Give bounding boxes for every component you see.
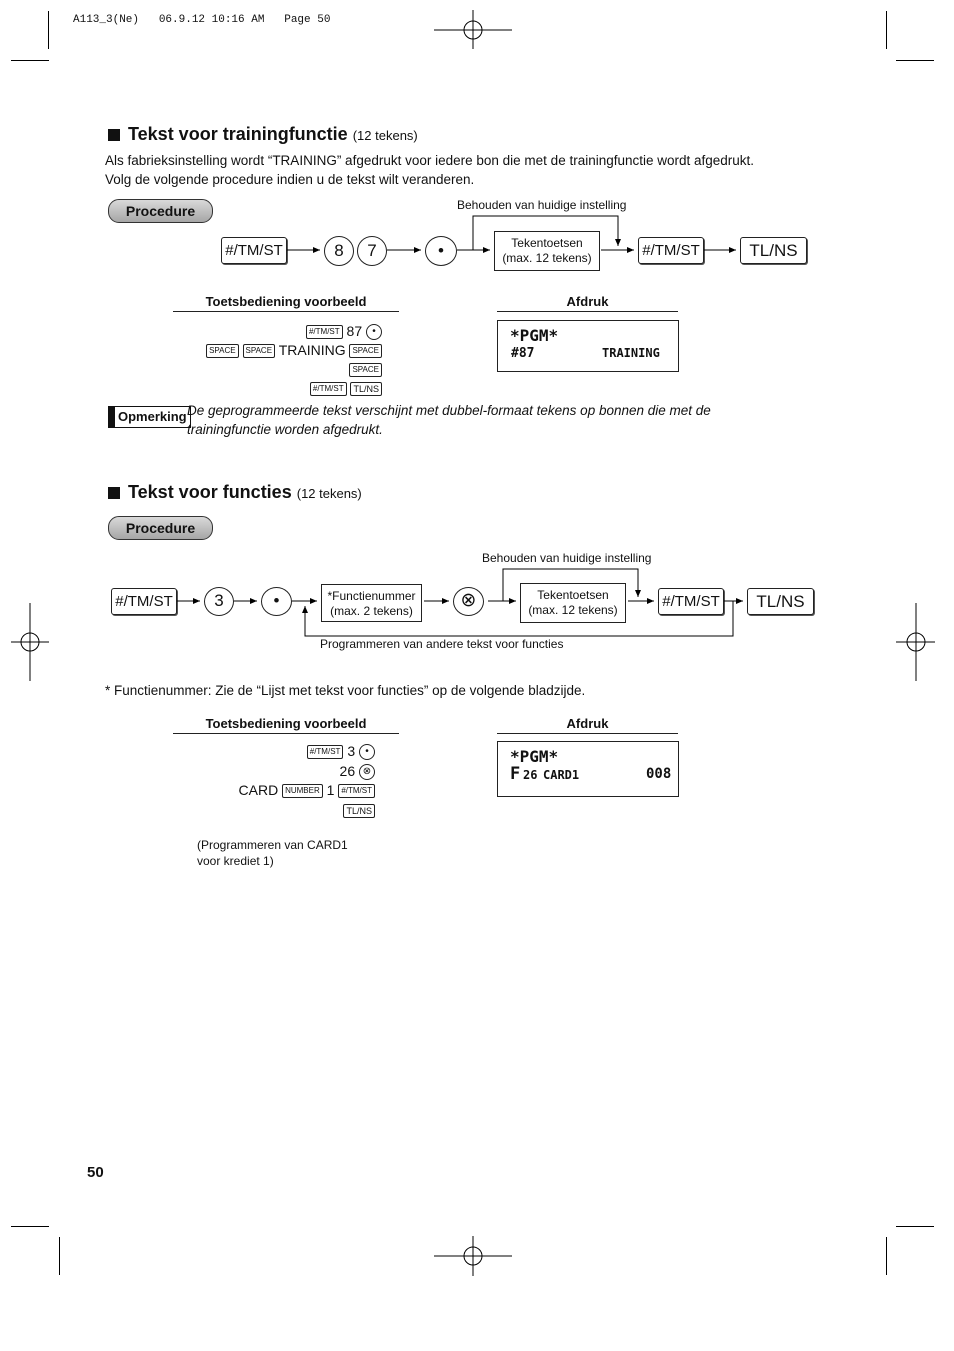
key-row	[200, 762, 375, 782]
typed-text: 26	[339, 762, 356, 779]
bypass-label: Behouden van huidige instelling	[457, 198, 627, 212]
typed-text: TRAINING	[278, 342, 346, 358]
box-line: Tekentoetsen	[511, 236, 583, 250]
key-sequence	[200, 742, 375, 820]
typed-text: CARD	[238, 782, 279, 798]
receipt-line: CARD1	[543, 768, 580, 782]
receipt-line: #87	[511, 346, 535, 361]
note-label: Opmerking	[114, 406, 191, 428]
key-space: SPACE	[243, 344, 276, 358]
example-caption: (Programmeren van CARD1	[197, 838, 348, 852]
key-decimal: •	[261, 587, 292, 616]
key-8: 8	[324, 236, 354, 266]
paragraph: Volg de volgende procedure indien u de tekst wilt veranderen.	[105, 172, 475, 187]
key-tl-ns: TL/NS	[747, 588, 814, 615]
box-line: (max. 2 tekens)	[330, 604, 413, 618]
receipt-line: *PGM*	[510, 326, 559, 345]
bypass-label: Behouden van huidige instelling	[482, 551, 652, 565]
key-tl-ns: TL/NS	[350, 382, 382, 396]
key-tl-ns: TL/NS	[740, 237, 807, 264]
key-tm-st: #/TM/ST	[307, 745, 344, 759]
page-number: 50	[87, 1164, 104, 1181]
loop-label: Programmeren van andere tekst voor functies	[320, 637, 564, 651]
print-header-label: Afdruk	[497, 294, 678, 312]
receipt-line: F	[510, 764, 521, 784]
note-text: trainingfunctie worden afgedrukt.	[187, 422, 383, 437]
example-caption: voor krediet 1)	[197, 854, 274, 868]
box-line: *Functienummer	[327, 589, 416, 603]
key-tm-st: #/TM/ST	[658, 588, 724, 615]
title-note: (12 tekens)	[352, 128, 418, 143]
key-tm-st: #/TM/ST	[221, 237, 287, 264]
key-row	[200, 742, 375, 762]
typed-text: 3	[347, 743, 356, 759]
key-tm-st: #/TM/ST	[306, 325, 343, 339]
note-text: De geprogrammeerde tekst verschijnt met dubbel-formaat tekens op bonnen die met de	[187, 403, 711, 418]
box-line: Tekentoetsen	[537, 588, 609, 602]
example-header: Toetsbediening voorbeeld	[173, 294, 399, 312]
key-multiply: ⊗	[453, 587, 484, 616]
section-title: Tekst voor trainingfunctie (12 tekens)	[108, 124, 418, 145]
key-tm-st: #/TM/ST	[338, 784, 375, 798]
print-header-label: Afdruk	[497, 716, 678, 734]
footnote: * Functienummer: Zie de “Lijst met tekst voor functies” op de volgende bladzijde.	[105, 683, 586, 698]
receipt-line: TRAINING	[602, 346, 660, 360]
box-line: (max. 12 tekens)	[528, 603, 618, 617]
typed-text: 1	[326, 782, 335, 798]
paragraph: Als fabrieksinstelling wordt “TRAINING” afgedrukt voor iedere bon die met de trainingfunctie wordt afgedrukt.	[105, 153, 755, 168]
key-7: 7	[357, 236, 387, 266]
receipt-line: *PGM*	[510, 747, 559, 766]
key-decimal-icon: •	[366, 324, 382, 340]
key-row	[200, 781, 375, 801]
key-space: SPACE	[206, 344, 239, 358]
key-row	[200, 801, 375, 821]
receipt-printout	[497, 741, 679, 797]
receipt-line: 26	[523, 768, 538, 782]
procedure-badge: Procedure	[108, 516, 213, 540]
receipt-line: 008	[646, 766, 672, 782]
section-title: Tekst voor functies (12 tekens)	[108, 482, 362, 503]
example-header: Toetsbediening voorbeeld	[173, 716, 399, 734]
box-line: (max. 12 tekens)	[502, 251, 592, 265]
title-note: (12 tekens)	[296, 486, 362, 501]
key-tl-ns: TL/NS	[343, 804, 375, 818]
key-multiply-icon: ⊗	[359, 764, 375, 780]
key-tm-st: #/TM/ST	[111, 588, 177, 615]
key-decimal-icon: •	[359, 744, 375, 760]
key-tm-st: #/TM/ST	[638, 237, 704, 264]
typed-text: 87	[346, 323, 363, 339]
key-space: SPACE	[349, 363, 382, 377]
procedure-badge: Procedure	[108, 199, 213, 223]
key-space: SPACE	[349, 344, 382, 358]
print-header: A113_3(Ne) 06.9.12 10:16 AM Page 50	[73, 14, 331, 26]
key-number: NUMBER	[282, 784, 323, 798]
key-tm-st: #/TM/ST	[310, 382, 347, 396]
key-decimal: •	[425, 236, 457, 266]
key-3: 3	[204, 587, 234, 616]
